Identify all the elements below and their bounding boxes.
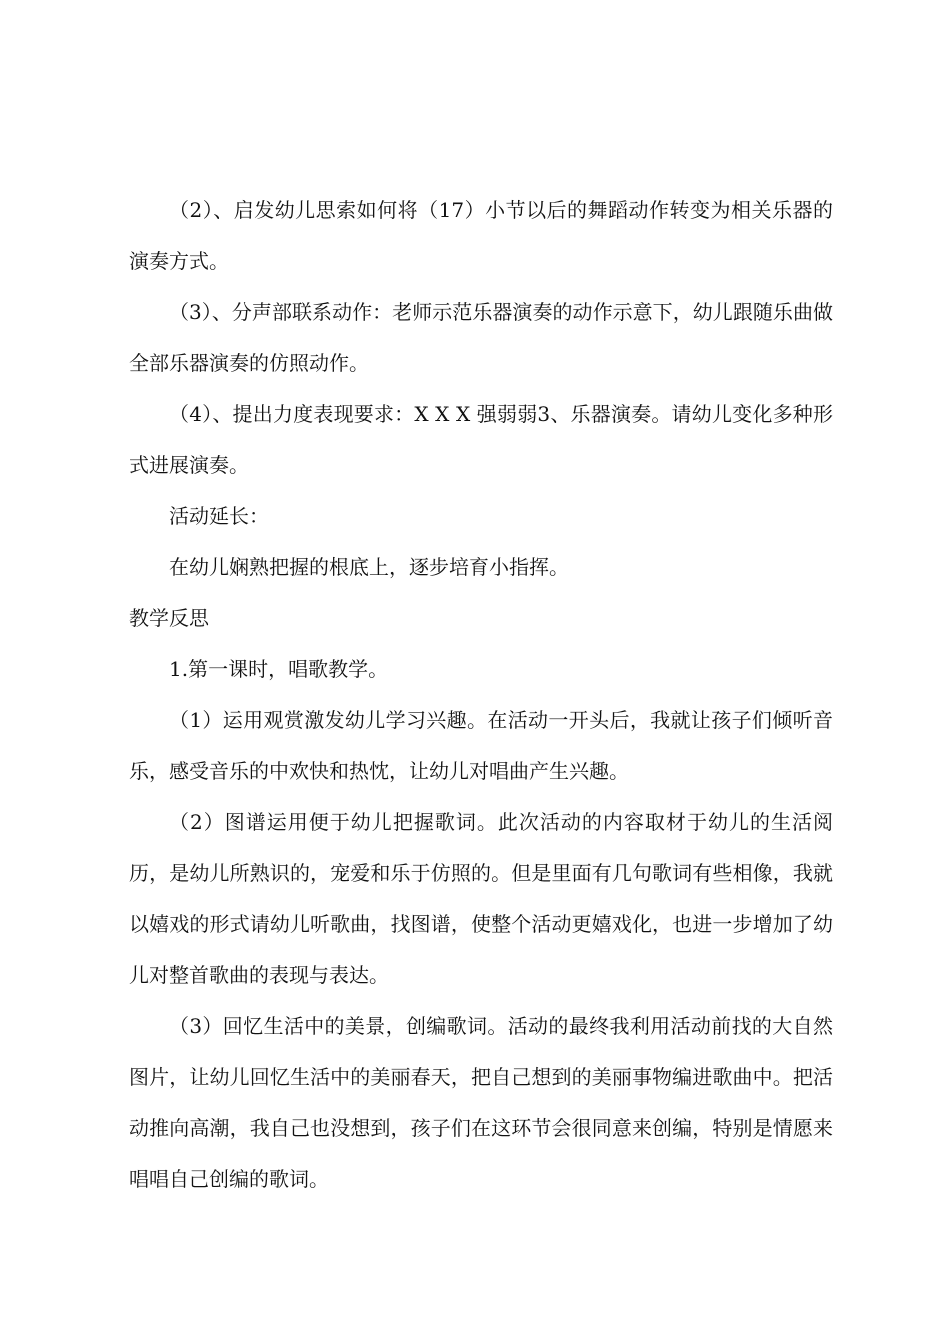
paragraph-activity-extension: 在幼儿娴熟把握的根底上，逐步培育小指挥。: [169, 555, 569, 579]
paragraph-step-2: （2）、启发幼儿思索如何将（17）小节以后的舞蹈动作转变为相关乐器的演奏方式。: [129, 198, 833, 273]
paragraph-reflection-1: （1）运用观赏激发幼儿学习兴趣。在活动一开头后，我就让孩子们倾听音乐，感受音乐的中欢快和热忱，让幼儿对唱曲产生兴趣。: [129, 708, 833, 783]
paragraph-reflection-3: （3）回忆生活中的美景，创编歌词。活动的最终我利用活动前找的大自然图片，让幼儿回忆生活中的美丽春天，把自己想到的美丽事物编进歌曲中。把活动推向高潮，我自己也没想到，孩子们在这环节会很同意来创编，特别是情愿来唱唱自己创编的歌词。: [129, 1014, 833, 1191]
paragraph-step-3: （3）、分声部联系动作：老师示范乐器演奏的动作示意下，幼儿跟随乐曲做全部乐器演奏的仿照动作。: [129, 300, 833, 375]
paragraph-reflection-2: （2）图谱运用便于幼儿把握歌词。此次活动的内容取材于幼儿的生活阅历，是幼儿所熟识的，宠爱和乐于仿照的。但是里面有几句歌词有些相像，我就以嬉戏的形式请幼儿听歌曲，找图谱，使整个活动更嬉戏化，也进一步增加了幼儿对整首歌曲的表现与表达。: [129, 810, 833, 987]
paragraph-step-4: （4）、提出力度表现要求：X X X 强弱弱3、乐器演奏。请幼儿变化多种形式进展演奏。: [129, 402, 833, 477]
paragraph-first-lesson: 1.第一课时，唱歌教学。: [169, 657, 389, 681]
section-heading-teaching-reflection: 教学反思: [129, 606, 209, 630]
section-label-activity-extension: 活动延长：: [169, 504, 269, 528]
document-body: [129, 185, 833, 1205]
